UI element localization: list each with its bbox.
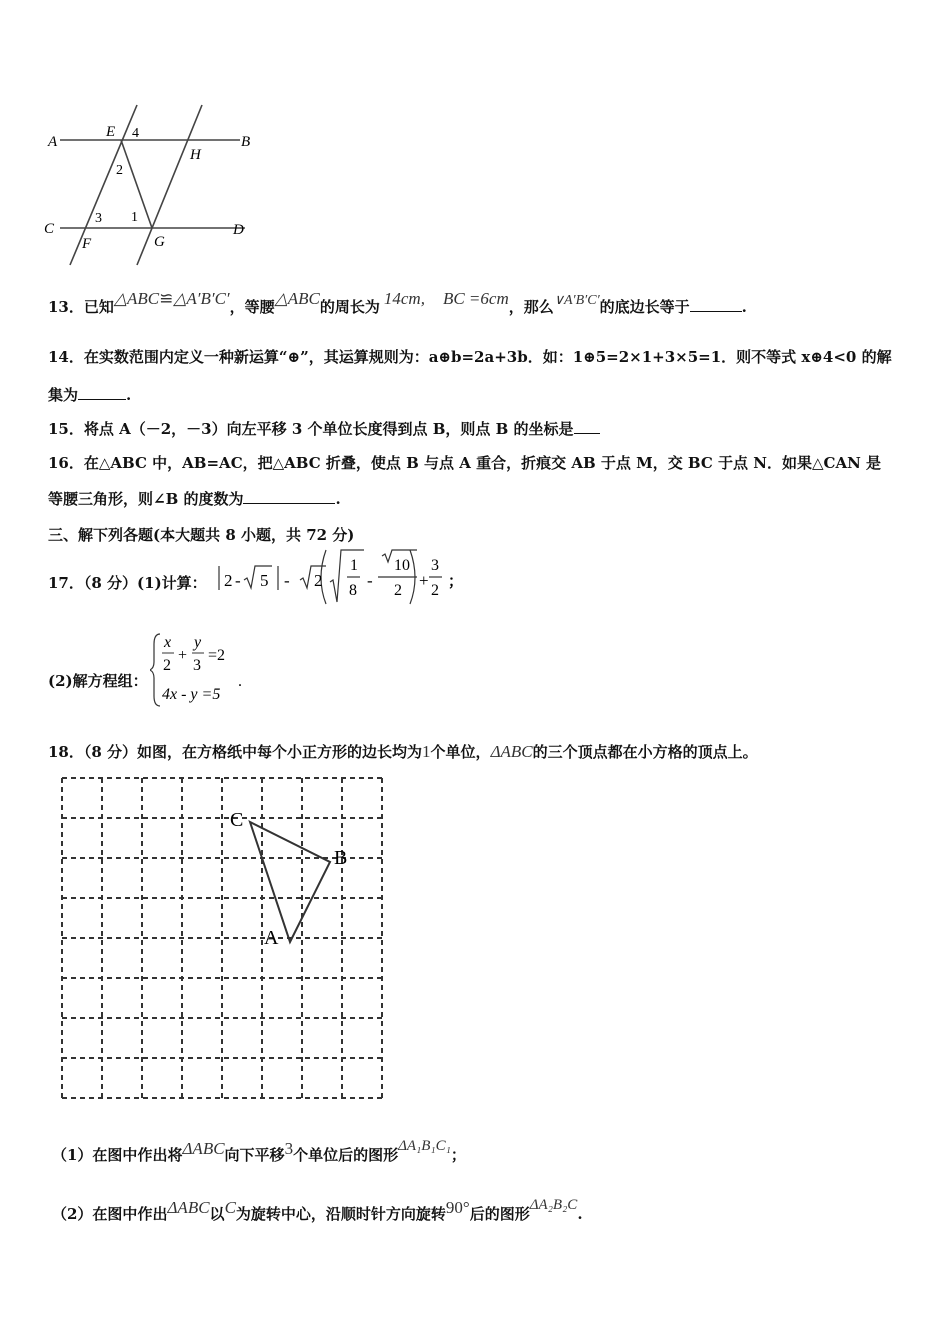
q18-label: 18．（8 分）如图，在方格纸中每个小正方形的边长均为 <box>48 743 423 761</box>
q13-answer-blank <box>690 297 742 312</box>
q13-end: . <box>741 298 747 316</box>
question-16-line2 <box>48 488 341 509</box>
sys-end: . <box>238 673 242 690</box>
q13-isosceles-triangle: △ABC <box>274 289 320 308</box>
q13-mid1: ，等腰 <box>229 298 275 316</box>
q18-sub2-mid: 以 <box>209 1205 225 1223</box>
angle-label-3: 3 <box>95 211 102 226</box>
q13-mid2: 的周长为 <box>319 298 380 316</box>
q13-prefix: 13．已知 <box>48 298 114 316</box>
question-18-part2 <box>52 1197 583 1224</box>
angle-label-4: 4 <box>132 126 139 141</box>
angle-label-1: 1 <box>131 210 138 225</box>
grid-label-c: C <box>230 809 244 831</box>
q18-sub1-end: ； <box>450 1146 466 1164</box>
transversal-ef <box>70 105 137 265</box>
q18-sub2-center: C <box>224 1198 236 1217</box>
q13-congruence-symbol: ≌ <box>159 289 174 308</box>
q18-label3: 的三个顶点都在小方格的顶点上。 <box>532 743 758 761</box>
grid-paper-figure <box>50 770 390 1100</box>
q15-answer-blank <box>574 419 600 434</box>
q16-answer-blank <box>243 489 335 504</box>
label-e: E <box>106 124 116 140</box>
q17-frac-eight: 8 <box>349 582 357 599</box>
label-c: C <box>44 221 55 237</box>
label-b: B <box>241 134 251 150</box>
q17-minus-3: - <box>367 571 373 590</box>
q17-sqrt5: 5 <box>260 571 269 590</box>
q14-line2-prefix: 集为 <box>48 386 79 404</box>
q17-equation-system <box>150 630 260 710</box>
question-18-part1 <box>52 1138 466 1165</box>
q14-end: . <box>126 386 132 404</box>
question-16-line1: 16．在△ABC 中，AB=AC，把△ABC 折叠，使点 B 与点 A 重合，折痕交 AB 于点 M，交 BC 于点 N．如果△CAN 是 <box>48 454 882 472</box>
q18-sub2-end: . <box>577 1205 583 1223</box>
q18-sub2-result: ΔA₂B₂C <box>529 1197 578 1213</box>
q17-plus: + <box>419 571 429 590</box>
label-g: G <box>154 234 165 250</box>
q17-frac-two: 2 <box>394 582 402 599</box>
q17-two-c: 2 <box>431 582 439 599</box>
question-14-line1: 14．在实数范围内定义一种新运算“⊕”，其运算规则为：a⊕b=2a+3b．如：1⊕5=2×1+3×5=1．则不等式 x⊕4<0 的解 <box>48 348 892 366</box>
grid-label-a: A <box>264 927 279 949</box>
q18-sub1-triangle: ΔABC <box>182 1139 225 1158</box>
label-d: D <box>233 222 244 238</box>
label-a: A <box>48 134 58 150</box>
q13-suffix: 的底边长等于 <box>599 298 690 316</box>
q17-expression <box>214 546 464 606</box>
question-18 <box>48 741 758 762</box>
q15-text: 15．将点 A（－2，－3）向左平移 3 个单位长度得到点 B，则点 B 的坐标是 <box>48 420 574 438</box>
q13-congruence-right: △A′B′C′ <box>173 289 230 308</box>
parallel-lines-figure <box>40 100 270 272</box>
question-17-part2-label: (2)解方程组： <box>48 672 148 690</box>
q18-sub2-angle: 90° <box>445 1198 470 1217</box>
q18-sub1-mid2: 个单位后的图形 <box>293 1146 399 1164</box>
q17-minus-2: - <box>284 571 290 590</box>
q16-end: . <box>335 490 341 508</box>
q17-minus-1: - <box>235 571 241 590</box>
sys-eq1: =2 <box>208 647 226 664</box>
q13-triangle-prime: ∨A′B′C′ <box>553 293 600 308</box>
sys-two: 2 <box>163 657 171 674</box>
q18-sub1-prefix: （1）在图中作出将 <box>52 1146 183 1164</box>
q18-triangle: ΔABC <box>490 742 533 761</box>
q18-sub2-prefix: （2）在图中作出 <box>52 1205 168 1223</box>
q18-sub2-mid2: 为旋转中心，沿顺时针方向旋转 <box>235 1205 446 1223</box>
q18-sub2-triangle: ΔABC <box>167 1198 210 1217</box>
label-h: H <box>190 147 201 163</box>
question-14-line2 <box>48 384 131 405</box>
sys-x: x <box>164 634 172 651</box>
q16-line2-prefix: 等腰三角形，则∠B 的度数为 <box>48 490 244 508</box>
q18-sub1-num: 3 <box>284 1139 294 1158</box>
sys-plus: + <box>178 647 188 664</box>
q17-sqrt2: 2 <box>314 571 323 590</box>
q13-bc-length: BC =6cm <box>442 289 509 308</box>
q18-label2: 个单位， <box>430 743 491 761</box>
q13-perimeter: 14cm, <box>383 289 425 308</box>
q18-sub1-mid: 向下平移 <box>224 1146 285 1164</box>
question-17-label: 17．（8 分）(1)计算： <box>48 574 207 592</box>
q17-sqrt10: 10 <box>394 557 410 574</box>
sys-y: y <box>194 634 202 651</box>
q18-sub1-result: ΔA₁B₁C₁ <box>398 1138 451 1154</box>
q14-answer-blank <box>78 385 126 400</box>
q13-congruence-left: △ABC <box>113 289 160 308</box>
q13-mid3: ，那么 <box>508 298 554 316</box>
q18-sub2-mid3: 后的图形 <box>469 1205 530 1223</box>
grid-label-b: B <box>334 847 348 869</box>
angle-label-2: 2 <box>116 163 123 178</box>
question-13 <box>48 289 747 317</box>
sys-three: 3 <box>193 657 201 674</box>
sys-line2: 4x - y =5 <box>162 686 221 703</box>
q17-end: ； <box>448 574 464 590</box>
q18-unit: 1 <box>422 742 431 761</box>
question-15 <box>48 418 600 439</box>
q17-two: 2 <box>224 571 233 590</box>
transversal-h <box>137 105 202 265</box>
q17-three: 3 <box>431 557 439 574</box>
section-3-heading: 三、解下列各题(本大题共 8 小题，共 72 分) <box>48 526 355 544</box>
label-f: F <box>82 236 92 252</box>
q17-frac-one: 1 <box>350 557 358 574</box>
